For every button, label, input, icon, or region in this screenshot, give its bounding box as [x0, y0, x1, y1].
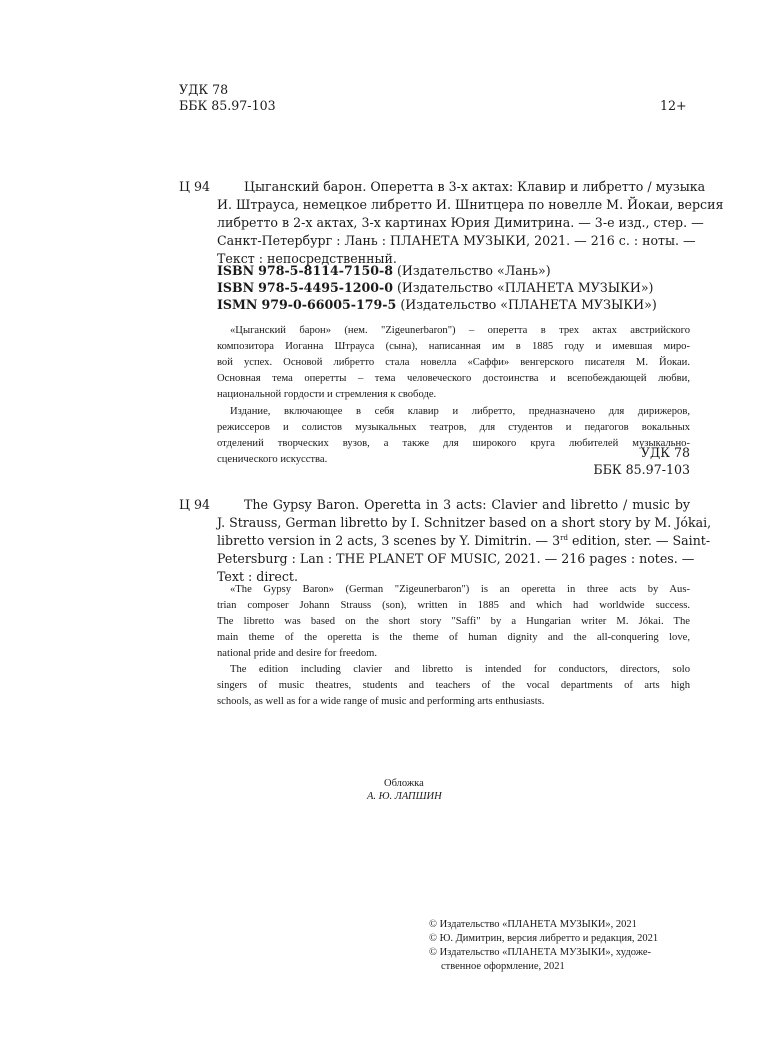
en-author-code: Ц 94 — [179, 497, 211, 512]
en-bib-line: The Gypsy Baron. Operetta in 3 acts: Clavier and libretto / music by — [244, 497, 690, 512]
isbn-row — [217, 280, 653, 295]
copyright-line: © Ю. Димитрин, версия либретто и редакция, 2021 — [429, 933, 659, 944]
ru-abstract-line: вой успех. Основой либретто стала новелла «Саффи» венгерского писателя М. Йокаи. — [217, 357, 690, 368]
identifier-label: ISBN — [217, 263, 255, 278]
ru-abstract-line: Основная тема оперетты – тема человеческого достоинства и всепобеждающей любви, — [217, 373, 690, 384]
identifier-label: ISBN — [217, 280, 255, 295]
identifier-number: 979-0-66005-179-5 — [261, 297, 397, 312]
en-bib-line: Text : direct. — [217, 569, 298, 584]
en-abstract-line: main theme of the operetta is the theme of human dignity and the all-conquering love, — [217, 632, 690, 643]
en-bib-line-edition — [217, 533, 711, 548]
identifier-label: ISMN — [217, 297, 258, 312]
en-abstract-line: schools, as well as for a wide range of music and performing arts enthusiasts. — [217, 696, 545, 707]
en-bib-line: libretto version in 2 acts, 3 scenes by Y. Dimitrin. — 3 — [217, 533, 561, 548]
ru-bib-line: Санкт-Петербург : Лань : ПЛАНЕТА МУЗЫКИ, 2021. — 216 с. : ноты. — — [217, 233, 696, 248]
identifier-publisher: (Издательство «ПЛАНЕТА МУЗЫКИ») — [397, 280, 654, 295]
en-abstract-line: The libretto was based on the short story "Saffi" by a Hungarian writer M. Jókai. The — [217, 616, 690, 627]
identifier-publisher: (Издательство «Лань») — [397, 263, 551, 278]
copyright-line: © Издательство «ПЛАНЕТА МУЗЫКИ», художе- — [429, 947, 651, 958]
ismn-row — [217, 297, 657, 312]
header-bbk: ББК 85.97-103 — [179, 98, 276, 113]
isbn-row — [217, 263, 551, 278]
ru-bib-line: либретто в 2-х актах, 3-х картинах Юрия Димитрина. — 3-е изд., стер. — — [217, 215, 704, 230]
ru-abstract-line: отделений творческих вузов, а также для широкого круга любителей музыкально- — [217, 438, 690, 449]
header-udk: УДК 78 — [179, 82, 229, 97]
ru-abstract-line: сценического искусства. — [217, 454, 328, 465]
en-bib-line: Petersburg : Lan : THE PLANET OF MUSIC, 2021. — 216 pages : notes. — — [217, 551, 695, 566]
en-abstract-line: trian composer Johann Strauss (son), written in 1885 and which had worldwide success. — [217, 600, 690, 611]
en-abstract-line: «The Gypsy Baron» (German "Zigeunerbaron") is an operetta in three acts by Aus- — [230, 584, 690, 595]
cover-designer: А. Ю. ЛАПШИН — [367, 791, 442, 802]
ru-bbk: ББК 85.97-103 — [593, 462, 690, 477]
ru-abstract-line: режиссеров и солистов музыкальных театров, для студентов и педагогов вокальных — [217, 422, 690, 433]
en-abstract-line: national pride and desire for freedom. — [217, 648, 378, 659]
ru-abstract-line: «Цыганский барон» (нем. "Zigeunerbaron") – оперетта в трех актах австрийского — [230, 325, 690, 336]
edition-superscript: rd — [560, 533, 568, 542]
en-bib-line-cont: edition, ster. — Saint- — [567, 533, 711, 548]
ru-abstract-line: Издание, включающее в себя клавир и либретто, предназначено для дирижеров, — [230, 406, 690, 417]
ru-abstract-line: национальной гордости и стремления к свободе. — [217, 389, 437, 400]
identifier-number: 978-5-8114-7150-8 — [258, 263, 393, 278]
cover-label: Обложка — [384, 778, 424, 789]
en-abstract-line: The edition including clavier and libretto is intended for conductors, directors, solo — [230, 664, 690, 675]
age-rating: 12+ — [660, 98, 687, 113]
copyright-line: © Издательство «ПЛАНЕТА МУЗЫКИ», 2021 — [429, 919, 637, 930]
identifier-publisher: (Издательство «ПЛАНЕТА МУЗЫКИ») — [400, 297, 657, 312]
en-abstract-line: singers of music theatres, students and teachers of the vocal departments of arts high — [217, 680, 690, 691]
ru-bib-line: Цыганский барон. Оперетта в 3-х актах: Клавир и либретто / музыка — [244, 179, 706, 194]
ru-bib-line: Текст : непосредственный. — [217, 251, 397, 266]
en-bib-line: J. Strauss, German libretto by I. Schnitzer based on a short story by M. Jókai, — [217, 515, 712, 530]
ru-bib-line: И. Штрауса, немецкое либретто И. Шнитцера по новелле М. Йокаи, версия — [217, 197, 724, 212]
ru-abstract-line: композитора Иоганна Штрауса (сына), написанная им в 1885 году и имевшая миро- — [217, 341, 690, 352]
copyright-line: ственное оформление, 2021 — [441, 961, 565, 972]
ru-udk: УДК 78 — [640, 445, 690, 460]
ru-author-code: Ц 94 — [179, 179, 211, 194]
identifier-number: 978-5-4495-1200-0 — [258, 280, 393, 295]
